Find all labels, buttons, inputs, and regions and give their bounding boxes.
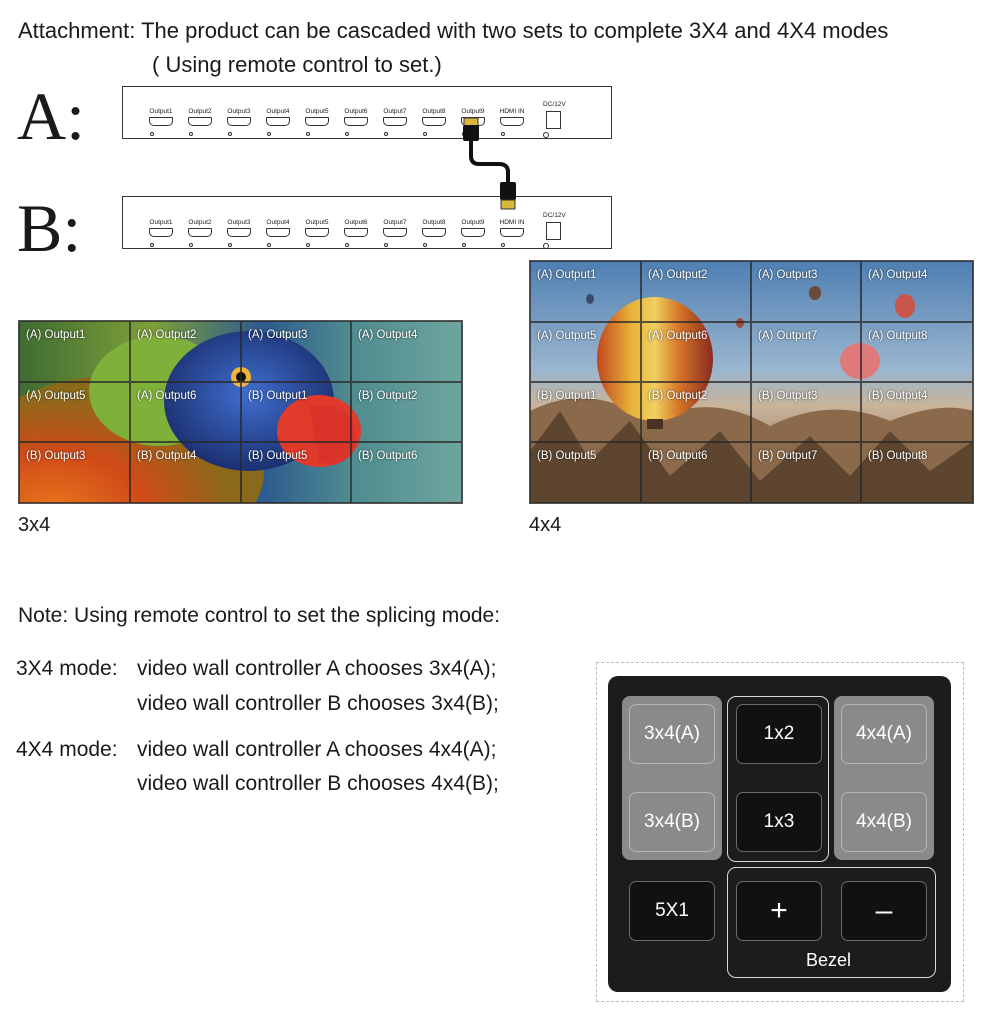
mode-3x4-line1: video wall controller A chooses 3x4(A); [137, 657, 497, 680]
hdmi-port-icon [305, 117, 329, 126]
hdmi-port-icon [383, 117, 407, 126]
controller-b-panel [122, 196, 612, 249]
port: Output4 [260, 108, 296, 126]
hdmi-port-icon [188, 228, 212, 237]
port: HDMI IN [494, 219, 530, 237]
power-port: DC/12V [543, 212, 566, 240]
port: Output7 [377, 219, 413, 237]
attachment-subheading: ( Using remote control to set.) [152, 52, 442, 77]
wall-cell: (B) Output5 [241, 442, 351, 503]
key-3x4-b[interactable]: 3x4(B) [629, 792, 715, 852]
hdmi-port-icon [266, 228, 290, 237]
key-1x3[interactable]: 1x3 [736, 792, 822, 852]
port: Output7 [377, 108, 413, 126]
wall-cell: (B) Output6 [351, 442, 462, 503]
port: Output5 [299, 219, 335, 237]
port: Output4 [260, 219, 296, 237]
port: Output9 [455, 108, 491, 126]
port: Output6 [338, 108, 374, 126]
power-port: DC/12V [543, 101, 566, 129]
wall-cell: (B) Output1 [241, 382, 351, 442]
port: Output8 [416, 219, 452, 237]
wall-cell: (B) Output8 [861, 442, 973, 503]
port: Output1 [143, 108, 179, 126]
port: Output3 [221, 219, 257, 237]
mode-4x4-line2: video wall controller B chooses 4x4(B); [137, 772, 499, 795]
remote-control [608, 676, 951, 992]
attachment-heading: Attachment: The product can be cascaded with two sets to complete 3X4 and 4X4 modes [18, 18, 889, 43]
wall-cell: (B) Output6 [641, 442, 751, 503]
key-5x1[interactable]: 5X1 [629, 881, 715, 941]
port: Output5 [299, 108, 335, 126]
bezel-label: Bezel [806, 950, 852, 970]
mode-4x4-prefix: 4X4 mode: [16, 738, 118, 761]
mode-3x4-line2: video wall controller B chooses 3x4(B); [137, 692, 499, 715]
wall-cell: (A) Output6 [130, 382, 241, 442]
wall-cell: (B) Output4 [130, 442, 241, 503]
wall-cell: (A) Output3 [241, 321, 351, 382]
wall-cell: (B) Output2 [351, 382, 462, 442]
hdmi-port-icon [344, 228, 368, 237]
hdmi-port-icon [305, 228, 329, 237]
wall-cell: (B) Output1 [530, 382, 641, 442]
hdmi-port-icon [422, 117, 446, 126]
device-a-letter: A: [17, 78, 85, 154]
key-4x4-a[interactable]: 4x4(A) [841, 704, 927, 764]
port: Output2 [182, 219, 218, 237]
bezel-plus-button[interactable]: + [736, 881, 822, 941]
port: Output1 [143, 219, 179, 237]
hdmi-cascade-cable-icon [455, 118, 535, 228]
port: Output8 [416, 108, 452, 126]
bezel-minus-button[interactable]: – [841, 881, 927, 941]
hdmi-port-icon [383, 228, 407, 237]
hdmi-port-icon [422, 228, 446, 237]
hdmi-port-icon [461, 228, 485, 237]
key-4x4-b[interactable]: 4x4(B) [841, 792, 927, 852]
wall-cell: (B) Output5 [530, 442, 641, 503]
hdmi-port-icon [344, 117, 368, 126]
device-b-letter: B: [17, 190, 82, 266]
wall-cell: (B) Output3 [751, 382, 861, 442]
wall-cell: (A) Output4 [351, 321, 462, 382]
wall-cell: (A) Output1 [530, 261, 641, 322]
hdmi-port-icon [227, 117, 251, 126]
mode-label-4x4: 4x4 [529, 514, 562, 536]
port: HDMI IN [494, 108, 530, 126]
wall-cell: (A) Output2 [130, 321, 241, 382]
wall-cell: (B) Output4 [861, 382, 973, 442]
key-3x4-a[interactable]: 3x4(A) [629, 704, 715, 764]
hdmi-port-icon [500, 228, 524, 237]
mode-3x4-prefix: 3X4 mode: [16, 657, 118, 680]
wall-cell: (A) Output8 [861, 322, 973, 382]
wall-cell: (A) Output5 [530, 322, 641, 382]
hdmi-port-icon [149, 228, 173, 237]
mode-4x4-line1: video wall controller A chooses 4x4(A); [137, 738, 497, 761]
video-wall-3x4 [18, 320, 463, 504]
wall-cell: (A) Output1 [19, 321, 130, 382]
wall-cell: (A) Output7 [751, 322, 861, 382]
hdmi-port-icon [149, 117, 173, 126]
hdmi-port-icon [266, 117, 290, 126]
port: Output6 [338, 219, 374, 237]
wall-cell: (B) Output3 [19, 442, 130, 503]
key-1x2[interactable]: 1x2 [736, 704, 822, 764]
wall-cell: (A) Output2 [641, 261, 751, 322]
wall-cell: (A) Output4 [861, 261, 973, 322]
wall-cell: (B) Output2 [641, 382, 751, 442]
note-title: Note: Using remote control to set the splicing mode: [18, 604, 501, 627]
wall-cell: (A) Output5 [19, 382, 130, 442]
hdmi-port-icon [227, 228, 251, 237]
hdmi-port-icon [188, 117, 212, 126]
port: Output2 [182, 108, 218, 126]
dc-jack-icon [546, 222, 561, 240]
video-wall-4x4 [529, 260, 974, 504]
wall-cell: (A) Output3 [751, 261, 861, 322]
dc-jack-icon [546, 111, 561, 129]
wall-cell: (B) Output7 [751, 442, 861, 503]
wall-cell: (A) Output6 [641, 322, 751, 382]
mode-label-3x4: 3x4 [18, 514, 51, 536]
port: Output3 [221, 108, 257, 126]
controller-a-panel [122, 86, 612, 139]
port: Output9 [455, 219, 491, 237]
